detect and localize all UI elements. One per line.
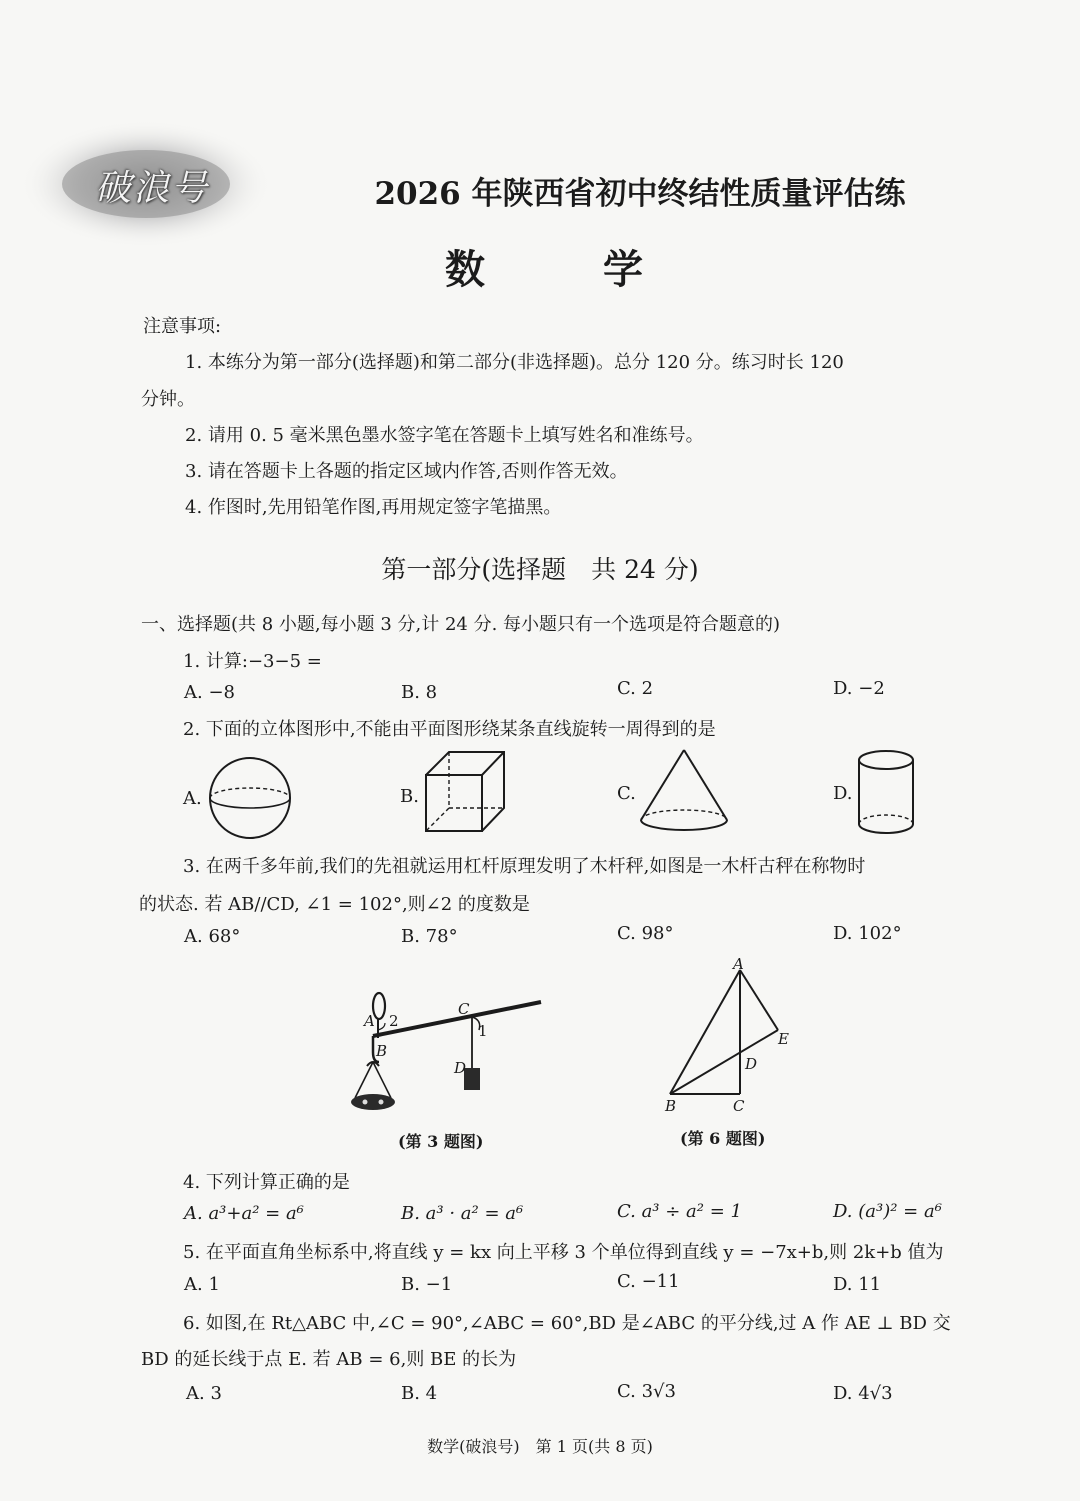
q2-option-a: A. <box>183 788 202 809</box>
watermark-text: 破浪号 <box>95 168 210 209</box>
q6-option-d: D. 4√3 <box>833 1383 893 1404</box>
cone-figure <box>638 748 730 836</box>
cylinder-figure <box>856 748 916 838</box>
q3-stem-line2: 的状态. 若 AB//CD, ∠1 = 102°,则∠2 的度数是 <box>139 894 530 915</box>
sphere-figure <box>205 756 295 840</box>
q5-option-a: A. 1 <box>184 1274 220 1295</box>
fig6-label-d: D <box>745 1055 758 1073</box>
q3-option-d: D. 102° <box>833 923 902 944</box>
fig3-label-2: 2 <box>389 1012 399 1030</box>
q6-stem-line1: 6. 如图,在 Rt△ABC 中,∠C = 90°,∠ABC = 60°,BD 是∠ABC 的平分线,过 A 作 AE ⊥ BD 交 <box>183 1313 951 1334</box>
fig6-caption: (第 6 题图) <box>680 1129 766 1148</box>
q4-option-b: B. a³ · a² = a⁶ <box>401 1203 524 1224</box>
q3-option-b: B. 78° <box>401 926 458 947</box>
page-footer: 数学(破浪号) 第 1 页(共 8 页) <box>427 1437 653 1456</box>
fig3-label-b: B <box>376 1042 388 1060</box>
q3-stem-line1: 3. 在两千多年前,我们的先祖就运用杠杆原理发明了木杆秤,如图是一木杆古秤在称物时 <box>183 856 866 877</box>
note-item: 2. 请用 0. 5 毫米黑色墨水签字笔在答题卡上填写姓名和准练号。 <box>185 425 704 446</box>
q4-option-c: C. a³ ÷ a² = 1 <box>617 1201 742 1222</box>
q3-option-a: A. 68° <box>184 926 241 947</box>
note-item: 1. 本练分为第一部分(选择题)和第二部分(非选择题)。总分 120 分。练习时长 120 <box>185 352 844 373</box>
q5-stem: 5. 在平面直角坐标系中,将直线 y = kx 向上平移 3 个单位得到直线 y = −7x+b,则 2k+b 值为 <box>183 1242 944 1263</box>
fig3-label-d: D <box>454 1059 467 1077</box>
q1-stem: 1. 计算:−3−5 = <box>183 651 322 672</box>
note-item: 4. 作图时,先用铅笔作图,再用规定签字笔描黑。 <box>185 497 562 518</box>
q2-option-b: B. <box>400 786 419 807</box>
q2-stem: 2. 下面的立体图形中,不能由平面图形绕某条直线旋转一周得到的是 <box>183 719 716 740</box>
note-item: 分钟。 <box>141 389 195 410</box>
fig6-label-c: C <box>733 1097 745 1115</box>
fig6-label-e: E <box>778 1030 789 1048</box>
fig6-label-b: B <box>665 1097 677 1115</box>
subject-title: 数 学 <box>445 246 695 293</box>
notes-heading: 注意事项: <box>143 316 222 337</box>
q5-option-d: D. 11 <box>833 1274 882 1295</box>
q1-option-d: D. −2 <box>833 678 885 699</box>
q1-option-c: C. 2 <box>617 678 654 699</box>
q3-option-c: C. 98° <box>617 923 674 944</box>
cube-figure <box>424 750 508 834</box>
q5-option-c: C. −11 <box>617 1271 680 1292</box>
q4-option-d: D. (a³)² = a⁶ <box>833 1201 942 1222</box>
q6-option-a: A. 3 <box>186 1383 222 1404</box>
exam-title: 2026 年陕西省初中终结性质量评估练 <box>374 176 906 212</box>
q4-stem: 4. 下列计算正确的是 <box>183 1172 350 1193</box>
part1-instruction: 一、选择题(共 8 小题,每小题 3 分,计 24 分. 每小题只有一个选项是符合题意的) <box>141 614 781 635</box>
q4-option-a: A. a³+a² = a⁶ <box>184 1203 304 1224</box>
fig3-label-1: 1 <box>478 1022 488 1040</box>
fig3-label-a: A <box>364 1012 375 1030</box>
q6-stem-line2: BD 的延长线于点 E. 若 AB = 6,则 BE 的长为 <box>141 1349 517 1370</box>
steelyard-figure <box>345 990 545 1120</box>
q2-option-c: C. <box>617 783 636 804</box>
q6-option-c: C. 3√3 <box>617 1381 676 1402</box>
note-item: 3. 请在答题卡上各题的指定区域内作答,否则作答无效。 <box>185 461 628 482</box>
q1-option-a: A. −8 <box>184 682 235 703</box>
q6-option-b: B. 4 <box>401 1383 438 1404</box>
q2-option-d: D. <box>833 783 853 804</box>
fig6-label-a: A <box>733 955 744 973</box>
q1-option-b: B. 8 <box>401 682 438 703</box>
fig3-label-c: C <box>458 1000 470 1018</box>
part1-heading: 第一部分(选择题 共 24 分) <box>381 555 699 584</box>
fig3-caption: (第 3 题图) <box>398 1132 484 1151</box>
q5-option-b: B. −1 <box>401 1274 453 1295</box>
